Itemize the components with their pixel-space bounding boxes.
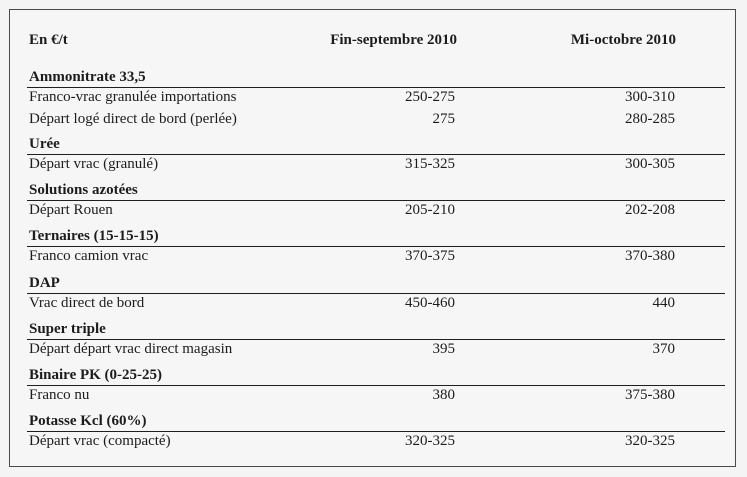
value-september: 395 (432, 341, 455, 357)
group-heading: Binaire PK (0-25-25) (29, 367, 163, 383)
row-label: Départ Rouen (29, 202, 113, 218)
group-rule (27, 385, 725, 386)
header-unit: En €/t (29, 32, 68, 48)
row-label: Franco camion vrac (29, 248, 149, 264)
group-rule (27, 200, 725, 201)
value-september: 250-275 (405, 89, 455, 105)
value-october: 440 (652, 295, 675, 311)
header-col-october: Mi-octobre 2010 (570, 32, 676, 48)
value-september: 320-325 (405, 433, 455, 449)
group-heading: DAP (29, 275, 60, 291)
group-heading: Potasse Kcl (60%) (29, 413, 147, 429)
group-heading: Urée (29, 136, 60, 152)
value-october: 320-325 (625, 433, 675, 449)
row-label: Départ vrac (granulé) (29, 156, 159, 172)
value-september: 380 (432, 387, 455, 403)
value-october: 202-208 (625, 202, 675, 218)
row-label: Franco-vrac granulée importations (29, 89, 237, 105)
group-heading: Solutions azotées (29, 182, 138, 198)
group-heading: Super triple (29, 321, 106, 337)
value-september: 275 (432, 110, 455, 127)
value-october: 300-305 (625, 156, 675, 172)
row-label: Vrac direct de bord (29, 295, 145, 311)
value-october: 375-380 (625, 387, 675, 403)
row-label: Départ vrac (compacté) (29, 433, 171, 449)
row-label: Départ logé direct de bord (perlée) (29, 110, 237, 127)
row-label: Franco nu (29, 387, 90, 403)
group-heading: Ternaires (15-15-15) (29, 228, 159, 244)
row-label: Départ départ vrac direct magasin (29, 341, 233, 357)
value-september: 315-325 (405, 156, 455, 172)
value-september: 450-460 (405, 295, 455, 311)
value-october: 300-310 (625, 89, 675, 105)
value-october: 370 (652, 341, 675, 357)
value-september: 370-375 (405, 248, 455, 264)
value-october: 280-285 (625, 110, 675, 127)
value-september: 205-210 (405, 202, 455, 218)
value-october: 370-380 (625, 248, 675, 264)
header-col-september: Fin-septembre 2010 (330, 32, 457, 48)
group-heading: Ammonitrate 33,5 (29, 69, 146, 85)
